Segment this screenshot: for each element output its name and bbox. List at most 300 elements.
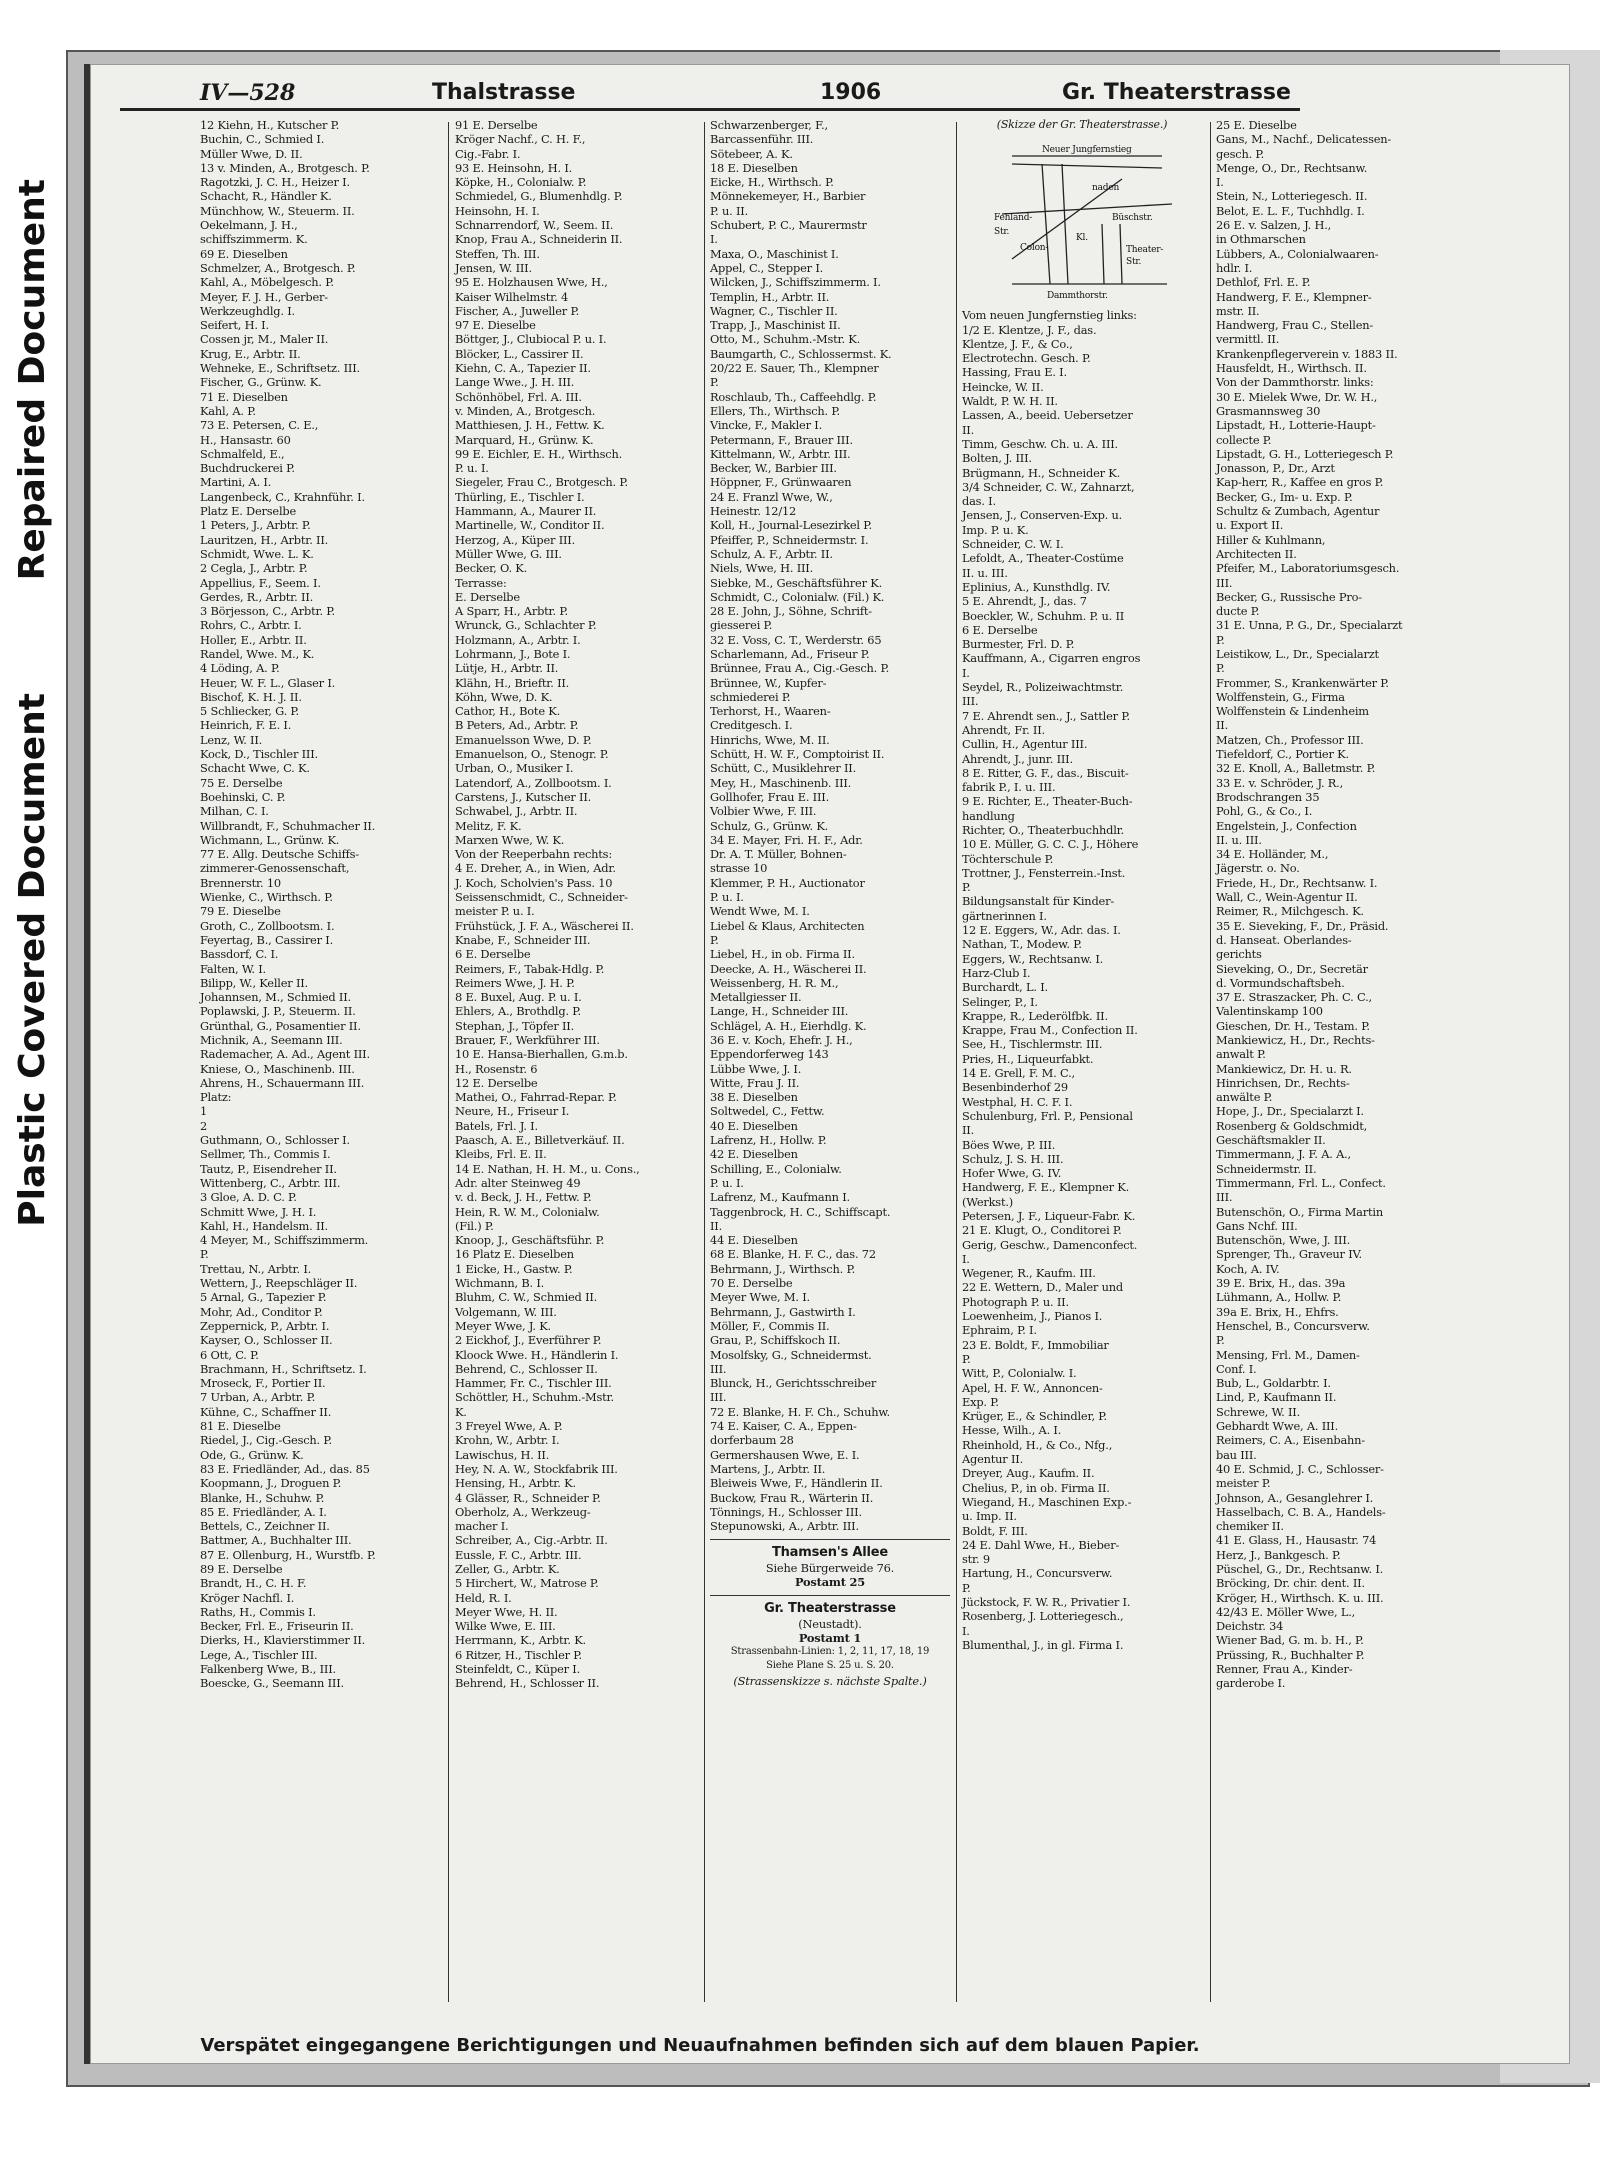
directory-entry: Hein, R. W. M., Colonialw. [455, 1204, 600, 1219]
directory-entry: vermittl. II. [1216, 332, 1280, 347]
directory-entry: 81 E. Dieselbe [200, 1419, 281, 1434]
sketch-label-bottom: Dammthorstr. [1047, 291, 1108, 302]
directory-entry: Butenschön, O., Firma Martin [1216, 1204, 1383, 1219]
directory-entry: Kniese, O., Maschinenb. III. [200, 1061, 355, 1076]
directory-entry: Hinrichs, Wwe, M. II. [710, 732, 830, 747]
directory-entry: Gerdes, R., Arbtr. II. [200, 589, 314, 604]
directory-entry: II. [1216, 718, 1229, 733]
directory-entry: Schütt, C., Musiklehrer II. [710, 761, 857, 776]
plastic-label-text: Plastic Covered Document [11, 693, 53, 1227]
directory-entry: Kiehn, C. A., Tapezier II. [455, 361, 591, 376]
directory-entry: 40 E. Schmid, J. C., Schlosser- [1216, 1461, 1384, 1476]
directory-entry: Reimers, C. A., Eisenbahn- [1216, 1433, 1365, 1448]
directory-entry: Ellers, Th., Wirthsch. P. [710, 403, 840, 418]
directory-entry: 1 [200, 1104, 208, 1119]
directory-entry: 85 E. Friedländer, A. I. [200, 1504, 327, 1519]
directory-entry: Fischer, A., Juweller P. [455, 303, 580, 318]
directory-entry: Martini, A. I. [200, 475, 272, 490]
directory-entry: Lübbers, A., Colonialwaaren- [1216, 246, 1379, 261]
directory-entry: Brauer, F., Werkführer III. [455, 1033, 600, 1047]
directory-entry: Steinfeldt, C., Küper I. [455, 1662, 580, 1677]
directory-entry: Taggenbrock, H. C., Schiffscapt. [710, 1204, 891, 1219]
directory-entry: Marxen Wwe, W. K. [455, 832, 565, 847]
directory-entry: P. u. I. [710, 1175, 744, 1190]
directory-entry: 97 E. Dieselbe [455, 318, 536, 333]
directory-entry: I. [1216, 175, 1224, 190]
directory-entry: Zeppernick, P., Arbtr. I. [200, 1318, 330, 1333]
directory-entry: Mensing, Frl. M., Damen- [1216, 1347, 1360, 1362]
directory-entry: Grünthal, G., Posamentier II. [200, 1018, 361, 1033]
directory-entry: garderobe I. [1216, 1676, 1286, 1691]
directory-entry: B Peters, Ad., Arbtr. P. [455, 718, 579, 733]
directory-entry: fabrik P., I. u. III. [962, 780, 1056, 795]
column-4 [962, 118, 1202, 2008]
directory-entry: Dr. A. T. Müller, Bohnen- [710, 847, 847, 862]
directory-entry: Werkzeughdlg. I. [200, 303, 295, 318]
directory-entry: Lütje, H., Arbtr. II. [455, 661, 559, 676]
directory-entry: Koopmann, J., Droguen P. [200, 1476, 342, 1491]
directory-entry: 30 E. Mielek Wwe, Dr. W. H., [1216, 389, 1378, 404]
directory-entry: Hensing, H., Arbtr. K. [455, 1476, 576, 1491]
directory-entry: 14 E. Grell, F. M. C., [962, 1066, 1075, 1081]
directory-entry: u. Export II. [1216, 518, 1284, 533]
sketch-title: (Skizze der Gr. Theaterstrasse.) [996, 118, 1168, 131]
directory-entry: Wolffenstein, G., Firma [1216, 689, 1345, 704]
directory-entry: Lassen, A., beeid. Uebersetzer [962, 408, 1133, 423]
directory-entry: 6 Ott, C. P. [200, 1347, 259, 1362]
directory-entry: Stein, N., Lotteriegesch. II. [1216, 189, 1368, 204]
gr-theaterstrasse-box [710, 1595, 950, 1688]
directory-entry: J. Koch, Scholvien's Pass. 10 [455, 875, 613, 890]
directory-entry: Wilcken, J., Schiffszimmerm. I. [710, 275, 881, 290]
directory-entry: Loewenheim, J., Pianos I. [962, 1309, 1103, 1324]
directory-entry: zimmerer-Genossenschaft, [200, 861, 350, 876]
directory-entry: v. d. Beck, J. H., Fettw. P. [455, 1190, 592, 1205]
directory-entry: Batels, Frl. J. I. [455, 1118, 538, 1133]
directory-entry: Held, R. I. [455, 1590, 512, 1605]
directory-entry: Raths, H., Commis I. [200, 1604, 316, 1619]
directory-entry: P. [1216, 661, 1225, 676]
directory-entry: Niels, Wwe, H. III. [710, 561, 814, 576]
column-4-list [962, 308, 1202, 1652]
directory-entry: Mroseck, F., Portier II. [200, 1376, 326, 1391]
directory-entry: Otto, M., Schuhm.-Mstr. K. [710, 332, 861, 347]
directory-entry: Lühmann, A., Hollw. P. [1216, 1290, 1342, 1305]
directory-entry: Knop, Frau A., Schneiderin II. [455, 232, 623, 247]
directory-entry: Hausfeldt, H., Wirthsch. II. [1216, 361, 1367, 376]
directory-entry: 3 Gloe, A. D. C. P. [200, 1190, 297, 1205]
directory-entry: Schulz, J. S. H. III. [962, 1151, 1064, 1166]
directory-entry: 10 E. Hansa-Bierhallen, G.m.b. [455, 1047, 628, 1062]
directory-entry: Platz: [200, 1090, 232, 1105]
directory-entry: Bildungsanstalt für Kinder- [962, 894, 1114, 909]
directory-entry: I. [962, 1251, 970, 1266]
directory-entry: Jensen, J., Conserven-Exp. u. [962, 508, 1123, 523]
directory-entry: Wagner, C., Tischler II. [710, 303, 838, 318]
directory-entry: 89 E. Derselbe [200, 1561, 283, 1576]
directory-entry: Menge, O., Dr., Rechtsanw. [1216, 160, 1368, 175]
directory-entry: Richter, O., Theaterbuchhdlr. [962, 822, 1125, 837]
directory-entry: II. u. III. [962, 565, 1008, 580]
directory-entry: 4 E. Dreher, A., in Wien, Adr. [455, 861, 616, 876]
directory-entry: Wichmann, L., Grünw. K. [200, 832, 340, 847]
header-rule [120, 108, 1300, 111]
directory-entry: Herz, J., Bankgesch. P. [1216, 1547, 1341, 1562]
directory-entry: Lübbe Wwe, J. I. [710, 1061, 802, 1076]
directory-entry: Schacht, R., Händler K. [200, 189, 332, 204]
directory-entry: Hammer, Fr. C., Tischler III. [455, 1376, 612, 1391]
directory-entry: 70 E. Derselbe [710, 1276, 793, 1291]
directory-entry: Becker, Frl. E., Friseurin II. [200, 1619, 354, 1634]
directory-entry: P. u. I. [455, 461, 489, 476]
sketch-label-fehland: Fehland- [994, 213, 1033, 224]
thamsens-allee-box [710, 1539, 950, 1589]
directory-entry: Schöttler, H., Schuhm.-Mstr. [455, 1390, 614, 1405]
directory-entry: Cig.-Fabr. I. [455, 146, 521, 161]
directory-entry: Hammann, A., Maurer II. [455, 504, 597, 519]
directory-entry: (Werkst.) [962, 1194, 1013, 1209]
directory-entry: Dierks, H., Klavierstimmer II. [200, 1633, 366, 1648]
directory-entry: Reimer, R., Milchgesch. K. [1216, 904, 1364, 919]
directory-entry: Tautz, P., Eisendreher II. [200, 1161, 337, 1176]
directory-entry: Behrmann, J., Wirthsch. P. [710, 1261, 856, 1276]
directory-entry: Urban, O., Musiker I. [455, 761, 574, 776]
directory-entry: Schacht Wwe, C. K. [200, 761, 310, 776]
directory-entry: Tönnings, H., Schlosser III. [710, 1504, 862, 1519]
directory-entry: Wrunck, G., Schlachter P. [455, 618, 597, 633]
column-3 [710, 118, 950, 2008]
directory-entry: 77 E. Allg. Deutsche Schiffs- [200, 847, 359, 862]
directory-entry: 32 E. Voss, C. T., Werderstr. 65 [710, 632, 882, 647]
directory-entry: Wendt Wwe, M. I. [710, 904, 810, 919]
directory-entry: 93 E. Heinsohn, H. I. [455, 160, 573, 175]
directory-entry: Schlägel, A. H., Eierhdlg. K. [710, 1018, 867, 1033]
directory-entry: P. u. II. [710, 203, 748, 218]
directory-entry: Johnson, A., Gesanglehrer I. [1216, 1490, 1374, 1505]
directory-entry: Heinrich, F. E. I. [200, 718, 292, 733]
directory-entry: Pfeiffer, P., Schneidermstr. I. [710, 532, 869, 547]
directory-entry: Schmidt, C., Colonialw. (Fil.) K. [710, 589, 885, 604]
directory-entry: 13 v. Minden, A., Brotgesch. P. [200, 160, 370, 175]
directory-entry: Fischer, G., Grünw. K. [200, 375, 322, 390]
directory-entry: anwalt P. [1216, 1047, 1266, 1062]
directory-entry: Petermann, F., Brauer III. [710, 432, 853, 447]
directory-entry: Nathan, T., Modew. P. [962, 937, 1082, 952]
directory-entry: 91 E. Derselbe [455, 118, 538, 132]
sketch-label-top: Neuer Jungfernstieg [1042, 145, 1132, 156]
directory-entry: Schulz, A. F., Arbtr. II. [710, 546, 833, 561]
directory-entry: 1 Eicke, H., Gastw. P. [455, 1261, 573, 1276]
directory-entry: giesserei P. [710, 618, 773, 633]
year: 1906 [820, 80, 882, 105]
directory-entry: Buchin, C., Schmied I. [200, 132, 325, 147]
directory-entry: Deichstr. 34 [1216, 1619, 1284, 1634]
directory-entry: 39a E. Brix, H., Ehfrs. [1216, 1304, 1339, 1319]
directory-entry: 36 E. v. Koch, Ehefr. J. H., [710, 1033, 853, 1047]
directory-entry: 68 E. Blanke, H. F. C., das. 72 [710, 1247, 876, 1262]
directory-entry: Trottner, J., Fensterrein.-Inst. [962, 865, 1126, 880]
directory-entry: Brünnee, Frau A., Cig.-Gesch. P. [710, 661, 890, 676]
directory-entry: Siebke, M., Geschäftsführer K. [710, 575, 882, 590]
directory-entry: ducte P. [1216, 604, 1260, 619]
directory-entry: 42 E. Dieselben [710, 1147, 798, 1162]
directory-entry: Vincke, F., Makler I. [710, 418, 822, 433]
directory-entry: Herrmann, K., Arbtr. K. [455, 1633, 586, 1648]
directory-entry: Schnarrendorf, W., Seem. II. [455, 218, 614, 233]
directory-entry: Hasselbach, C. B. A., Handels- [1216, 1504, 1386, 1519]
directory-entry: 5 E. Ahrendt, J., das. 7 [962, 594, 1087, 609]
directory-entry: Paasch, A. E., Billetverkäuf. II. [455, 1133, 625, 1148]
directory-entry: 69 E. Dieselben [200, 246, 288, 261]
directory-entry: Koll, H., Journal-Lesezirkel P. [710, 518, 872, 533]
directory-entry: Böttger, J., Clubiocal P. u. I. [455, 332, 607, 347]
column-divider [956, 122, 957, 2002]
directory-entry: Rohrs, C., Arbtr. I. [200, 618, 302, 633]
directory-entry: Mohr, Ad., Conditor P. [200, 1304, 323, 1319]
directory-entry: III. [1216, 1190, 1233, 1205]
directory-entry: 31 E. Unna, P. G., Dr., Specialarzt [1216, 618, 1403, 633]
directory-entry: Herzog, A., Küper III. [455, 532, 576, 547]
directory-entry: Knabe, F., Schneider III. [455, 932, 591, 947]
directory-entry: Wehneke, E., Schriftsetz. III. [200, 361, 360, 376]
box1-post: Postamt 25 [794, 1574, 866, 1589]
directory-entry: Meyer Wwe, M. I. [710, 1290, 810, 1305]
directory-entry: Sellmer, Th., Commis I. [200, 1147, 331, 1162]
directory-entry: Timmermann, Frl. L., Confect. [1216, 1175, 1386, 1190]
directory-entry: Ephraim, P. I. [962, 1323, 1037, 1338]
directory-entry: Templin, H., Arbtr. II. [710, 289, 830, 304]
directory-entry: Blöcker, L., Cassirer II. [455, 346, 584, 361]
directory-entry: I. [710, 232, 718, 247]
directory-entry: Exp. P. [962, 1394, 999, 1409]
directory-entry: Kahl, H., Handelsm. II. [200, 1218, 328, 1233]
directory-entry: P. [710, 375, 719, 390]
directory-entry: Schubert, P. C., Maurermstr [710, 218, 867, 233]
sketch-label-busch: Büschstr. [1112, 213, 1153, 224]
directory-entry: Besenbinderhof 29 [962, 1080, 1068, 1095]
directory-entry: 21 E. Klugt, O., Conditorei P. [962, 1223, 1122, 1238]
directory-entry: Martens, J., Arbtr. II. [710, 1461, 826, 1476]
directory-entry: Terhorst, H., Waaren- [710, 704, 831, 719]
directory-entry: Appellius, F., Seem. I. [200, 575, 321, 590]
directory-entry: Gans Nchf. III. [1216, 1218, 1298, 1233]
directory-entry: Oekelmann, J. H., [200, 218, 298, 233]
directory-entry: Falkenberg Wwe, B., III. [200, 1662, 336, 1677]
directory-entry: Jägerstr. o. No. [1216, 861, 1300, 876]
directory-entry: Weissenberg, H. R. M., [710, 975, 839, 990]
directory-entry: Ahrens, H., Schauermann III. [200, 1075, 365, 1090]
directory-entry: Agentur II. [962, 1452, 1023, 1467]
directory-entry: Bub, L., Goldarbtr. I. [1216, 1376, 1331, 1391]
directory-entry: Soltwedel, C., Fettw. [710, 1104, 825, 1119]
directory-entry: Mankiewicz, Dr. H. u. R. [1216, 1061, 1352, 1076]
directory-entry: Electrotechn. Gesch. P. [962, 351, 1091, 366]
directory-entry: Tiefeldorf, C., Portier K. [1216, 747, 1349, 762]
directory-entry: Kap-herr, R., Kaffee en gros P. [1216, 475, 1384, 490]
directory-entry: II. u. III. [1216, 832, 1262, 847]
directory-entry: Metallgiesser II. [710, 990, 802, 1005]
directory-entry: 6 E. Derselbe [455, 947, 531, 962]
directory-entry: P. [1216, 632, 1225, 647]
directory-entry: Oberholz, A., Werkzeug- [455, 1504, 591, 1519]
directory-entry: handlung [962, 808, 1015, 823]
directory-entry: Trettau, N., Arbtr. I. [200, 1261, 312, 1276]
directory-entry: Latendorf, A., Zollbootsm. I. [455, 775, 612, 790]
directory-entry: Mey, H., Maschinenb. III. [710, 775, 852, 790]
directory-entry: Valentinskamp 100 [1216, 1004, 1323, 1019]
directory-entry: 5 Schliecker, G. P. [200, 704, 299, 719]
sketch-label-str2: Str. [1126, 257, 1142, 268]
directory-entry: Klähn, H., Brieftr. II. [455, 675, 570, 690]
directory-entry: 5 Arnal, G., Tapezier P. [200, 1290, 327, 1305]
directory-entry: Henschel, B., Concursverw. [1216, 1318, 1370, 1333]
directory-entry: gärtnerinnen I. [962, 908, 1047, 923]
directory-entry: Michnik, A., Seemann III. [200, 1033, 343, 1047]
directory-entry: Poplawski, J. P., Steuerm. II. [200, 1004, 356, 1019]
directory-entry: Becker, G., Im- u. Exp. P. [1216, 489, 1353, 504]
directory-entry: 12 E. Eggers, W., Adr. das. I. [962, 923, 1121, 938]
directory-entry: 7 Urban, A., Arbtr. P. [200, 1390, 316, 1405]
directory-entry: 34 E. Mayer, Fri. H. F., Adr. [710, 832, 863, 847]
directory-entry: Lauritzen, H., Arbtr. II. [200, 532, 329, 547]
directory-entry: Handwerg, F. E., Klempner- [1216, 289, 1372, 304]
directory-entry: Creditgesch. I. [710, 718, 793, 733]
directory-entry: Lenz, W. II. [200, 732, 263, 747]
directory-entry: Kröger Nachf., C. H. F., [455, 132, 586, 147]
directory-entry: Schütt, H. W. F., Comptoirist II. [710, 747, 885, 762]
directory-entry: Blumenthal, J., in gl. Firma I. [962, 1637, 1124, 1652]
street-sketch-map [972, 134, 1192, 304]
directory-entry: Münchhow, W., Steuerm. II. [200, 203, 355, 218]
directory-entry: Buchdruckerei P. [200, 461, 295, 476]
directory-entry: Platz E. Derselbe [200, 504, 297, 519]
directory-entry: Cathor, H., Bote K. [455, 704, 561, 719]
directory-entry: Riedel, J., Cig.-Gesch. P. [200, 1433, 332, 1448]
directory-entry: 83 E. Friedländer, Ad., das. 85 [200, 1461, 370, 1476]
directory-entry: collecte P. [1216, 432, 1272, 447]
directory-entry: v. Minden, A., Brotgesch. [455, 403, 596, 418]
directory-entry: Köpke, H., Colonialw. P. [455, 175, 587, 190]
directory-entry: Zeller, G., Arbtr. K. [455, 1561, 560, 1576]
directory-entry: meister P. [1216, 1476, 1271, 1491]
directory-entry: 33 E. v. Schröder, J. R., [1216, 775, 1344, 790]
directory-entry: Witt, P., Colonialw. I. [962, 1366, 1077, 1381]
directory-entry: Gerig, Geschw., Damenconfect. [962, 1237, 1138, 1252]
directory-entry: 1 Peters, J., Arbtr. P. [200, 518, 311, 533]
directory-entry: Thürling, E., Tischler I. [455, 489, 585, 504]
directory-entry: P. [962, 1351, 971, 1366]
directory-entry: Seydel, R., Polizeiwachtmstr. [962, 680, 1124, 695]
directory-entry: Pohl, G., & Co., I. [1216, 804, 1313, 819]
directory-entry: Höppner, F., Grünwaaren [710, 475, 852, 490]
directory-entry: Wiegand, H., Maschinen Exp.- [962, 1494, 1132, 1509]
directory-entry: Brügmann, H., Schneider K. [962, 465, 1121, 480]
repaired-document-label [0, 110, 64, 650]
directory-entry: hdlr. I. [1216, 260, 1253, 275]
directory-entry: Pries, H., Liqueurfabkt. [962, 1051, 1094, 1066]
directory-entry: I. [962, 1623, 970, 1638]
sketch-road-top-2 [1012, 164, 1162, 168]
directory-entry: 26 E. v. Salzen, J. H., [1216, 218, 1332, 233]
directory-entry: 8 E. Ritter, G. F., das., Biscuit- [962, 765, 1129, 780]
sketch-label-theater: Theater- [1126, 245, 1164, 256]
directory-entry: Deecke, A. H., Wäscherei II. [710, 961, 867, 976]
directory-entry: Schmalfeld, E., [200, 446, 285, 461]
box2-line-1: Strassenbahn-Linien: 1, 2, 11, 17, 18, 19 [730, 1646, 930, 1658]
directory-entry: Siegeler, Frau C., Brotgesch. P. [455, 475, 628, 490]
directory-entry: 23 E. Boldt, F., Immobiliar [962, 1337, 1109, 1352]
directory-entry: Rosenberg & Goldschmidt, [1216, 1118, 1368, 1133]
directory-entry: 95 E. Holzhausen Wwe, H., [455, 275, 608, 290]
column-2 [455, 118, 695, 2008]
directory-entry: Wilke Wwe, E. III. [455, 1619, 556, 1634]
directory-entry: Koch, A. IV. [1216, 1261, 1280, 1276]
directory-entry: Marquard, H., Grünw. K. [455, 432, 594, 447]
directory-entry: Boescke, G., Seemann III. [200, 1676, 344, 1691]
directory-entry: H., Hansastr. 60 [200, 432, 291, 447]
directory-entry: 3 Freyel Wwe, A. P. [455, 1419, 563, 1434]
directory-entry: Brandt, H., C. H. F. [200, 1576, 307, 1591]
directory-entry: Ragotzki, J. C. H., Heizer I. [200, 175, 350, 190]
directory-entry: 25 E. Dieselbe [1216, 118, 1297, 132]
directory-entry: Klentze, J. F., & Co., [962, 336, 1073, 351]
directory-entry: Schulenburg, Frl. P., Pensional [962, 1108, 1133, 1123]
directory-entry: Bassdorf, C. I. [200, 947, 279, 962]
directory-entry: Timmermann, J. F. A. A., [1216, 1147, 1351, 1162]
directory-entry: Adr. alter Steinweg 49 [455, 1175, 581, 1190]
directory-entry: 2 [200, 1118, 208, 1133]
directory-entry: P. [200, 1247, 209, 1262]
directory-entry: Bleiweis Wwe, F., Händlerin II. [710, 1476, 883, 1491]
directory-entry: u. Imp. II. [962, 1509, 1017, 1524]
directory-entry: Johannsen, M., Schmied II. [200, 990, 351, 1005]
directory-entry: 41 E. Glass, H., Hausastr. 74 [1216, 1533, 1377, 1548]
directory-entry: 9 E. Richter, E., Theater-Buch- [962, 794, 1133, 809]
directory-entry: Groth, C., Zollbootsm. I. [200, 918, 335, 933]
directory-entry: Hiller & Kuhlmann, [1216, 532, 1326, 547]
directory-entry: Scharlemann, Ad., Friseur P. [710, 646, 870, 661]
directory-entry: Schönhöbel, Frl. A. III. [455, 389, 582, 404]
directory-entry: Architecten II. [1216, 546, 1297, 561]
directory-entry: Handwerg, Frau C., Stellen- [1216, 318, 1374, 333]
directory-entry: chemiker II. [1216, 1519, 1284, 1534]
directory-entry: Schultz & Zumbach, Agentur [1216, 504, 1380, 519]
directory-entry: Cossen jr, M., Maler II. [200, 332, 329, 347]
directory-entry: 1/2 E. Klentze, J. F., das. [962, 322, 1097, 337]
directory-entry: Becker, G., Russische Pro- [1216, 589, 1362, 604]
directory-entry: II. [710, 1218, 723, 1233]
directory-entry: Seifert, H. I. [200, 318, 269, 333]
directory-entry: 3 Börjesson, C., Arbtr. P. [200, 604, 335, 619]
directory-entry: Leistikow, L., Dr., Specialarzt [1216, 646, 1379, 661]
directory-entry: Schilling, E., Colonialw. [710, 1161, 842, 1176]
directory-entry: 40 E. Dieselben [710, 1118, 798, 1133]
directory-entry: 79 E. Dieselbe [200, 904, 281, 919]
directory-entry: Hinrichsen, Dr., Rechts- [1216, 1075, 1350, 1090]
directory-entry: mstr. II. [1216, 303, 1260, 318]
directory-entry: 4 Glässer, R., Schneider P. [455, 1490, 601, 1505]
directory-entry: 20/22 E. Sauer, Th., Klempner [710, 361, 879, 376]
page-header [120, 70, 1300, 110]
directory-entry: Püschel, G., Dr., Rechtsanw. I. [1216, 1561, 1384, 1576]
directory-entry: Böes Wwe, P. III. [962, 1137, 1056, 1152]
directory-entry: 16 Platz E. Dieselben [455, 1247, 574, 1262]
directory-entry: Krug, E., Arbtr. II. [200, 346, 301, 361]
directory-entry: Hofer Wwe, G. IV. [962, 1166, 1062, 1181]
plastic-covered-label [0, 690, 64, 1230]
directory-entry: schiffszimmerm. K. [200, 232, 308, 247]
column-divider [1210, 122, 1211, 2002]
